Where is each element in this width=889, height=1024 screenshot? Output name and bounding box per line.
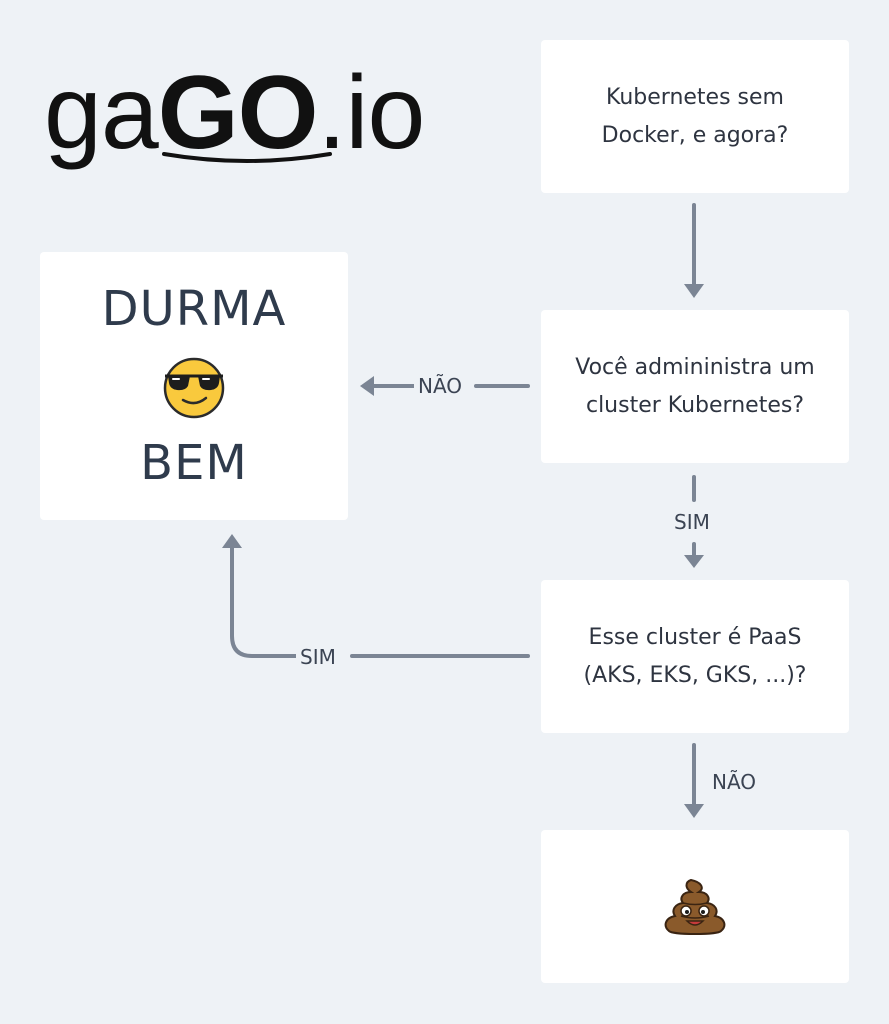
node-question-admin bbox=[541, 310, 849, 463]
result-sleep-line1: DURMA bbox=[101, 281, 287, 337]
arrow-paas-yes bbox=[222, 534, 528, 656]
edge-label-paas-yes: SIM bbox=[296, 645, 340, 669]
node-question-paas bbox=[541, 580, 849, 733]
node-question-admin-text: Você admininistra um cluster Kubernetes? bbox=[575, 354, 815, 418]
arrow-start-to-admin bbox=[684, 205, 704, 298]
node-result-sleep bbox=[40, 252, 348, 520]
result-sleep-line2: BEM bbox=[140, 435, 248, 491]
edge-label-admin-no: NÃO bbox=[414, 374, 466, 398]
edge-label-paas-no: NÃO bbox=[708, 770, 760, 794]
arrow-paas-no bbox=[684, 745, 704, 818]
logo-part-go: GO bbox=[157, 55, 318, 171]
cool-sunglasses-face-icon bbox=[161, 355, 227, 419]
edge-label-admin-yes: SIM bbox=[670, 510, 714, 534]
pile-of-poo-icon bbox=[661, 878, 729, 936]
node-question-paas-text: Esse cluster é PaaS (AKS, EKS, GKS, ...)? bbox=[583, 624, 807, 688]
node-start bbox=[541, 40, 849, 193]
node-result-bad bbox=[541, 830, 849, 983]
logo-part-ga: ga bbox=[44, 55, 158, 171]
node-start-text: Kubernetes sem Docker, e agora? bbox=[601, 84, 789, 148]
logo-part-io: .io bbox=[317, 55, 425, 171]
